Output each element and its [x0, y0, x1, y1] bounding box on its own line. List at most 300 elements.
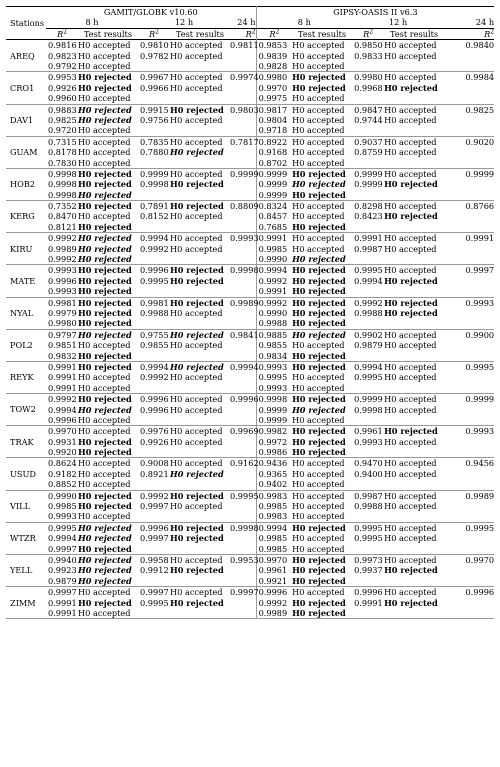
g24-r2-cell	[230, 554, 259, 586]
gamit-header: GAMIT/GLOBK v10.60	[103, 7, 198, 17]
test-result: H0 accepted	[292, 114, 345, 125]
r2-value: 0.9966	[140, 82, 169, 93]
test-result: H0 rejected	[78, 286, 132, 297]
r2-value: 0.9989	[48, 243, 77, 254]
g8-test-cell	[78, 168, 138, 200]
r2-value: 0.9855	[258, 340, 288, 351]
test-result: H0 rejected	[292, 554, 346, 565]
test-result: H0 rejected	[170, 490, 224, 501]
r2-value: 0.9810	[140, 40, 169, 51]
r2-value: 0.9998	[258, 394, 288, 405]
test-result: H0 accepted	[170, 340, 223, 351]
test-result: H0 accepted	[78, 426, 131, 437]
test-result: H0 accepted	[292, 382, 345, 393]
test-result: H0 accepted	[384, 372, 437, 383]
o12-r2-cell	[352, 233, 384, 265]
station-row	[6, 522, 494, 554]
test-result: H0 accepted	[78, 479, 131, 490]
station-name: USUD	[10, 468, 36, 479]
r2-value: 0.9993	[258, 382, 288, 393]
test-result: H0 accepted	[292, 233, 345, 244]
g8-test-cell	[78, 394, 138, 426]
r2-value: 0.9995	[354, 372, 383, 383]
o12-test-cell	[384, 104, 444, 136]
r2-value: 0.9999	[258, 414, 288, 425]
r2-value: 0.9851	[48, 340, 77, 351]
r2-value: 0.9756	[140, 114, 169, 125]
r2-value: 0.9992	[48, 233, 77, 244]
test-result: H0 accepted	[384, 533, 437, 544]
r2-value: 0.9998	[230, 522, 259, 533]
r2-superscript: 2	[275, 28, 280, 36]
g24-r2-cell	[230, 40, 259, 72]
o12-r2-cell	[352, 458, 384, 490]
r2-value: 0.9985	[48, 501, 77, 512]
r2-value: 0.9997	[140, 533, 169, 544]
r2-value: 0.9999	[465, 168, 495, 179]
g12-test-cell	[170, 361, 230, 393]
r2-value: 0.9940	[48, 554, 77, 565]
r2-value: 0.9840	[465, 40, 495, 51]
test-result: H0 rejected	[78, 361, 132, 372]
g8-test-cell	[78, 297, 138, 329]
r2-value: 0.8152	[140, 211, 169, 222]
g24-r2-cell	[230, 168, 259, 200]
test-result: H0 rejected	[78, 394, 132, 405]
o12-r2-cell	[352, 168, 384, 200]
test-result: H0 rejected	[78, 233, 132, 244]
r2-value: 0.9993	[465, 426, 495, 437]
g8-test-cell	[78, 490, 138, 522]
r2-value: 0.9989	[230, 297, 259, 308]
test-result: H0 rejected	[78, 565, 132, 576]
test-result: H0 accepted	[384, 50, 437, 61]
r2-symbol: R	[245, 28, 252, 39]
o8-test-cell	[292, 587, 352, 619]
r2-value: 0.7352	[48, 201, 77, 212]
test-result: H0 accepted	[292, 543, 345, 554]
r2-value: 0.9008	[140, 458, 169, 469]
g8-r2-cell	[46, 168, 78, 200]
r2-value: 0.9999	[354, 168, 383, 179]
r2-value: 0.9995	[48, 522, 77, 533]
r2-symbol: R	[484, 28, 491, 39]
o8-r2-cell	[256, 233, 292, 265]
test-result: H0 rejected	[78, 501, 132, 512]
r2-value: 0.7891	[140, 201, 169, 212]
test-result: H0 rejected	[292, 565, 346, 576]
r2-value: 0.9915	[140, 104, 169, 115]
g24-r2-cell	[230, 265, 259, 297]
station-row	[6, 394, 494, 426]
station-row	[6, 490, 494, 522]
station-name: AREQ	[10, 50, 35, 61]
r2-value: 0.9999	[258, 189, 288, 200]
r2-value: 0.9994	[258, 265, 288, 276]
test-result: H0 accepted	[292, 414, 345, 425]
r2-value: 0.8178	[48, 147, 77, 158]
g24-r2-cell	[230, 490, 259, 522]
gamit-24h-header: 24 h	[230, 17, 256, 28]
g24-r2-cell	[230, 458, 259, 490]
station-row	[6, 40, 494, 72]
test-result: H0 rejected	[78, 575, 132, 586]
test-result: H0 rejected	[78, 350, 132, 361]
test-result: H0 accepted	[292, 533, 345, 544]
test-result: H0 accepted	[384, 104, 437, 115]
r2-value: 0.9985	[258, 533, 288, 544]
station-name: TOW2	[10, 404, 36, 415]
test-result: H0 rejected	[78, 297, 132, 308]
o8-test-cell	[292, 40, 352, 72]
r2-value: 0.9993	[230, 233, 259, 244]
g12-test-cell	[170, 522, 230, 554]
test-result: H0 accepted	[292, 147, 345, 158]
o8-test-cell	[292, 329, 352, 361]
o24-r2-cell	[444, 522, 494, 554]
o8-test-cell	[292, 554, 352, 586]
station-row	[6, 233, 494, 265]
r2-value: 0.9970	[48, 426, 77, 437]
test-result: H0 rejected	[292, 447, 346, 458]
test-result: H0 accepted	[292, 104, 345, 115]
g8-test-cell	[78, 426, 138, 458]
r2-value: 0.9980	[48, 318, 77, 329]
r2-value: 0.9995	[230, 490, 259, 501]
r2-value: 0.7685	[258, 221, 288, 232]
test-result: H0 rejected	[292, 72, 346, 83]
o24-r2-cell	[444, 168, 494, 200]
r2-value: 0.9792	[48, 61, 77, 71]
test-result: H0 accepted	[170, 426, 223, 437]
test-result: H0 accepted	[384, 147, 437, 158]
r2-value: 0.9968	[354, 82, 383, 93]
r2-value: 0.9923	[48, 565, 77, 576]
g12-r2-cell	[138, 490, 170, 522]
r2-value: 0.9994	[230, 361, 259, 372]
g12-test-cell	[170, 168, 230, 200]
r2-value: 0.9997	[48, 543, 77, 554]
g12-r2-cell	[138, 587, 170, 619]
r2-value: 0.9996	[48, 414, 77, 425]
r2-value: 0.8852	[48, 479, 77, 490]
r2-value: 0.9912	[140, 565, 169, 576]
o12-test-cell	[384, 233, 444, 265]
r2-symbol: R	[149, 28, 156, 39]
r2-value: 0.9996	[140, 394, 169, 405]
test-result: H0 rejected	[170, 275, 224, 286]
r2-value: 0.9981	[48, 297, 77, 308]
r2-value: 0.9816	[48, 40, 77, 51]
r2-value: 0.8324	[258, 201, 288, 212]
r2-value: 0.9162	[230, 458, 259, 469]
test-result: H0 accepted	[78, 61, 131, 71]
o12-r2-cell	[352, 426, 384, 458]
r2-value: 0.9720	[48, 125, 77, 136]
r2-value: 0.9803	[230, 104, 259, 115]
g8-r2-cell	[46, 136, 78, 168]
g12-test-cell	[170, 458, 230, 490]
test-result: H0 accepted	[292, 372, 345, 383]
r2-value: 0.9992	[258, 275, 288, 286]
test-result: H0 rejected	[170, 522, 224, 533]
o8-test-cell	[292, 394, 352, 426]
g12-test-cell	[170, 554, 230, 586]
g12-r2-cell	[138, 233, 170, 265]
r2-value: 0.9992	[258, 297, 288, 308]
gamit-8h-header: 8 h	[46, 17, 138, 28]
test-result: H0 rejected	[292, 426, 346, 437]
test-result: H0 rejected	[78, 114, 132, 125]
r2-symbol: R	[363, 28, 370, 39]
g12-r2-cell	[138, 394, 170, 426]
test-result: H0 rejected	[78, 543, 132, 554]
test-result: H0 accepted	[170, 404, 223, 415]
o12-test-cell	[384, 168, 444, 200]
test-result: H0 rejected	[292, 575, 346, 586]
g8-r2-cell	[46, 490, 78, 522]
test-result: H0 rejected	[384, 565, 438, 576]
g24-r2-cell	[230, 201, 259, 233]
r2-value: 0.9985	[258, 543, 288, 554]
o12-r2-cell	[352, 522, 384, 554]
g12-test-cell	[170, 297, 230, 329]
test-result: H0 rejected	[384, 426, 438, 437]
test-result: H0 accepted	[384, 361, 437, 372]
g24-r2-cell	[230, 426, 259, 458]
gipsy-24h-header: 24 h	[444, 17, 494, 28]
r2-value: 0.9988	[140, 307, 169, 318]
r2-value: 0.9920	[48, 447, 77, 458]
r2-value: 0.9960	[48, 93, 77, 104]
g12-r2-cell	[138, 104, 170, 136]
g8-r2-cell	[46, 361, 78, 393]
test-result: H0 accepted	[78, 607, 131, 618]
r2-value: 0.9997	[140, 587, 169, 598]
o12-r2-cell	[352, 104, 384, 136]
r2-value: 0.9470	[354, 458, 383, 469]
g8-test-cell	[78, 329, 138, 361]
test-result: H0 accepted	[384, 114, 437, 125]
r2-value: 0.9987	[354, 243, 383, 254]
test-result: H0 rejected	[78, 275, 132, 286]
r2-value: 0.9931	[48, 436, 77, 447]
r2-value: 0.9850	[354, 40, 383, 51]
r2-value: 0.9953	[230, 554, 259, 565]
test-result: H0 accepted	[78, 372, 131, 383]
r2-value: 0.9999	[258, 404, 288, 415]
test-result: H0 accepted	[170, 50, 223, 61]
r2-superscript: 2	[369, 28, 374, 36]
o12-r2-cell	[352, 554, 384, 586]
r2-value: 0.9885	[258, 329, 288, 340]
r2-value: 0.9995	[354, 533, 383, 544]
o8-test-cell	[292, 72, 352, 104]
gipsy-12h-header: 12 h	[352, 17, 444, 28]
test-result: H0 accepted	[292, 501, 345, 512]
test-result: H0 accepted	[170, 436, 223, 447]
test-result: H0 accepted	[384, 40, 437, 51]
o24-r2-cell	[444, 426, 494, 458]
r2-value: 0.9992	[140, 243, 169, 254]
g8-r2-cell	[46, 297, 78, 329]
test-result: H0 rejected	[78, 490, 132, 501]
r2-value: 0.8457	[258, 211, 288, 222]
r2-value: 0.7817	[230, 136, 259, 147]
g8-r2-cell	[46, 587, 78, 619]
o8-r2-cell	[256, 297, 292, 329]
test-result: H0 accepted	[384, 243, 437, 254]
test-result: H0 rejected	[170, 533, 224, 544]
o24-r2-cell	[444, 394, 494, 426]
r2-value: 0.9982	[258, 426, 288, 437]
g8-test-cell	[78, 233, 138, 265]
r2-value: 0.9999	[140, 168, 169, 179]
r2-value: 0.9834	[258, 350, 288, 361]
test-result: H0 accepted	[78, 382, 131, 393]
r2-value: 0.9744	[354, 114, 383, 125]
test-result: H0 rejected	[292, 350, 346, 361]
test-result: H0 accepted	[170, 394, 223, 405]
r2-value: 0.9998	[140, 179, 169, 190]
r2-value: 0.9970	[465, 554, 495, 565]
test-result: H0 accepted	[170, 307, 223, 318]
r2-value: 0.9997	[140, 501, 169, 512]
station-name: WTZR	[10, 533, 36, 544]
test-result: H0 accepted	[78, 147, 131, 158]
station-row	[6, 426, 494, 458]
test-result: H0 rejected	[78, 201, 132, 212]
r2-value: 0.8921	[140, 468, 169, 479]
r2-value: 0.9969	[230, 426, 259, 437]
test-result: H0 accepted	[170, 501, 223, 512]
r2-value: 0.8121	[48, 221, 77, 232]
g12-r2-cell	[138, 426, 170, 458]
test-result: H0 accepted	[292, 136, 345, 147]
results-table	[6, 6, 494, 619]
gamit-12h-header: 12 h	[138, 17, 230, 28]
test-result: H0 accepted	[170, 233, 223, 244]
r2-value: 0.9976	[140, 426, 169, 437]
r2-value: 0.9993	[48, 511, 77, 522]
test-result: H0 rejected	[170, 565, 224, 576]
test-result: H0 rejected	[170, 361, 224, 372]
r2-value: 0.9986	[258, 447, 288, 458]
r2-value: 0.9953	[48, 72, 77, 83]
r2-value: 0.9921	[258, 575, 288, 586]
test-results-header: Test results	[390, 28, 439, 39]
g12-test-cell	[170, 329, 230, 361]
test-result: H0 accepted	[292, 40, 345, 51]
r2-value: 0.9832	[48, 350, 77, 361]
test-result: H0 accepted	[78, 40, 131, 51]
test-result: H0 accepted	[292, 490, 345, 501]
r2-value: 0.8809	[230, 201, 259, 212]
test-result: H0 rejected	[170, 104, 224, 115]
test-result: H0 accepted	[384, 404, 437, 415]
o24-r2-cell	[444, 329, 494, 361]
station-name: KERG	[10, 211, 35, 222]
r2-value: 0.7830	[48, 157, 77, 168]
test-result: H0 accepted	[78, 414, 131, 425]
test-result: H0 rejected	[384, 82, 438, 93]
o8-r2-cell	[256, 40, 292, 72]
r2-value: 0.9991	[48, 382, 77, 393]
test-result: H0 rejected	[78, 82, 132, 93]
station-row	[6, 458, 494, 490]
test-result: H0 accepted	[78, 511, 131, 522]
station-row	[6, 329, 494, 361]
r2-value: 0.9998	[354, 404, 383, 415]
g12-r2-cell	[138, 168, 170, 200]
test-result: H0 rejected	[78, 329, 132, 340]
g8-test-cell	[78, 522, 138, 554]
r2-value: 0.9995	[140, 275, 169, 286]
r2-value: 0.9995	[258, 372, 288, 383]
test-result: H0 accepted	[292, 50, 345, 61]
o12-test-cell	[384, 490, 444, 522]
r2-value: 0.9988	[258, 318, 288, 329]
g24-r2-cell	[230, 72, 259, 104]
o12-test-cell	[384, 297, 444, 329]
station-name: MATE	[10, 275, 36, 286]
test-result: H0 rejected	[292, 265, 346, 276]
o8-r2-cell	[256, 490, 292, 522]
g8-test-cell	[78, 40, 138, 72]
g12-test-cell	[170, 233, 230, 265]
test-result: H0 rejected	[292, 318, 346, 329]
test-result: H0 rejected	[78, 189, 132, 200]
o8-r2-cell	[256, 201, 292, 233]
test-result: H0 accepted	[384, 587, 437, 598]
o8-test-cell	[292, 297, 352, 329]
test-results-header: Test results	[175, 28, 225, 39]
r2-value: 0.9993	[465, 297, 495, 308]
test-result: H0 rejected	[78, 447, 132, 458]
o8-test-cell	[292, 233, 352, 265]
test-result: H0 rejected	[384, 211, 438, 222]
test-result: H0 rejected	[384, 179, 438, 190]
g12-r2-cell	[138, 554, 170, 586]
test-result: H0 accepted	[170, 587, 223, 598]
r2-value: 0.9958	[140, 554, 169, 565]
test-result: H0 rejected	[384, 597, 438, 608]
r2-value: 0.9970	[258, 82, 288, 93]
r2-value: 0.9839	[258, 50, 288, 61]
test-result: H0 rejected	[170, 179, 224, 190]
station-name: CRO1	[10, 82, 35, 93]
o24-r2-cell	[444, 104, 494, 136]
r2-value: 0.9883	[48, 104, 77, 115]
r2-value: 0.9997	[230, 587, 259, 598]
test-result: H0 rejected	[292, 607, 346, 618]
test-result: H0 accepted	[292, 587, 345, 598]
test-result: H0 rejected	[170, 297, 224, 308]
o12-test-cell	[384, 458, 444, 490]
test-result: H0 rejected	[292, 394, 346, 405]
station-name: REYK	[10, 372, 34, 383]
o12-r2-cell	[352, 40, 384, 72]
r2-value: 0.9937	[354, 565, 383, 576]
r2-value: 0.9989	[258, 607, 288, 618]
r2-value: 0.8470	[48, 211, 77, 222]
o8-test-cell	[292, 168, 352, 200]
r2-value: 0.9825	[465, 104, 495, 115]
test-result: H0 rejected	[292, 404, 346, 415]
o24-r2-cell	[444, 40, 494, 72]
r2-value: 0.9994	[48, 404, 77, 415]
r2-value: 0.9991	[465, 233, 495, 244]
